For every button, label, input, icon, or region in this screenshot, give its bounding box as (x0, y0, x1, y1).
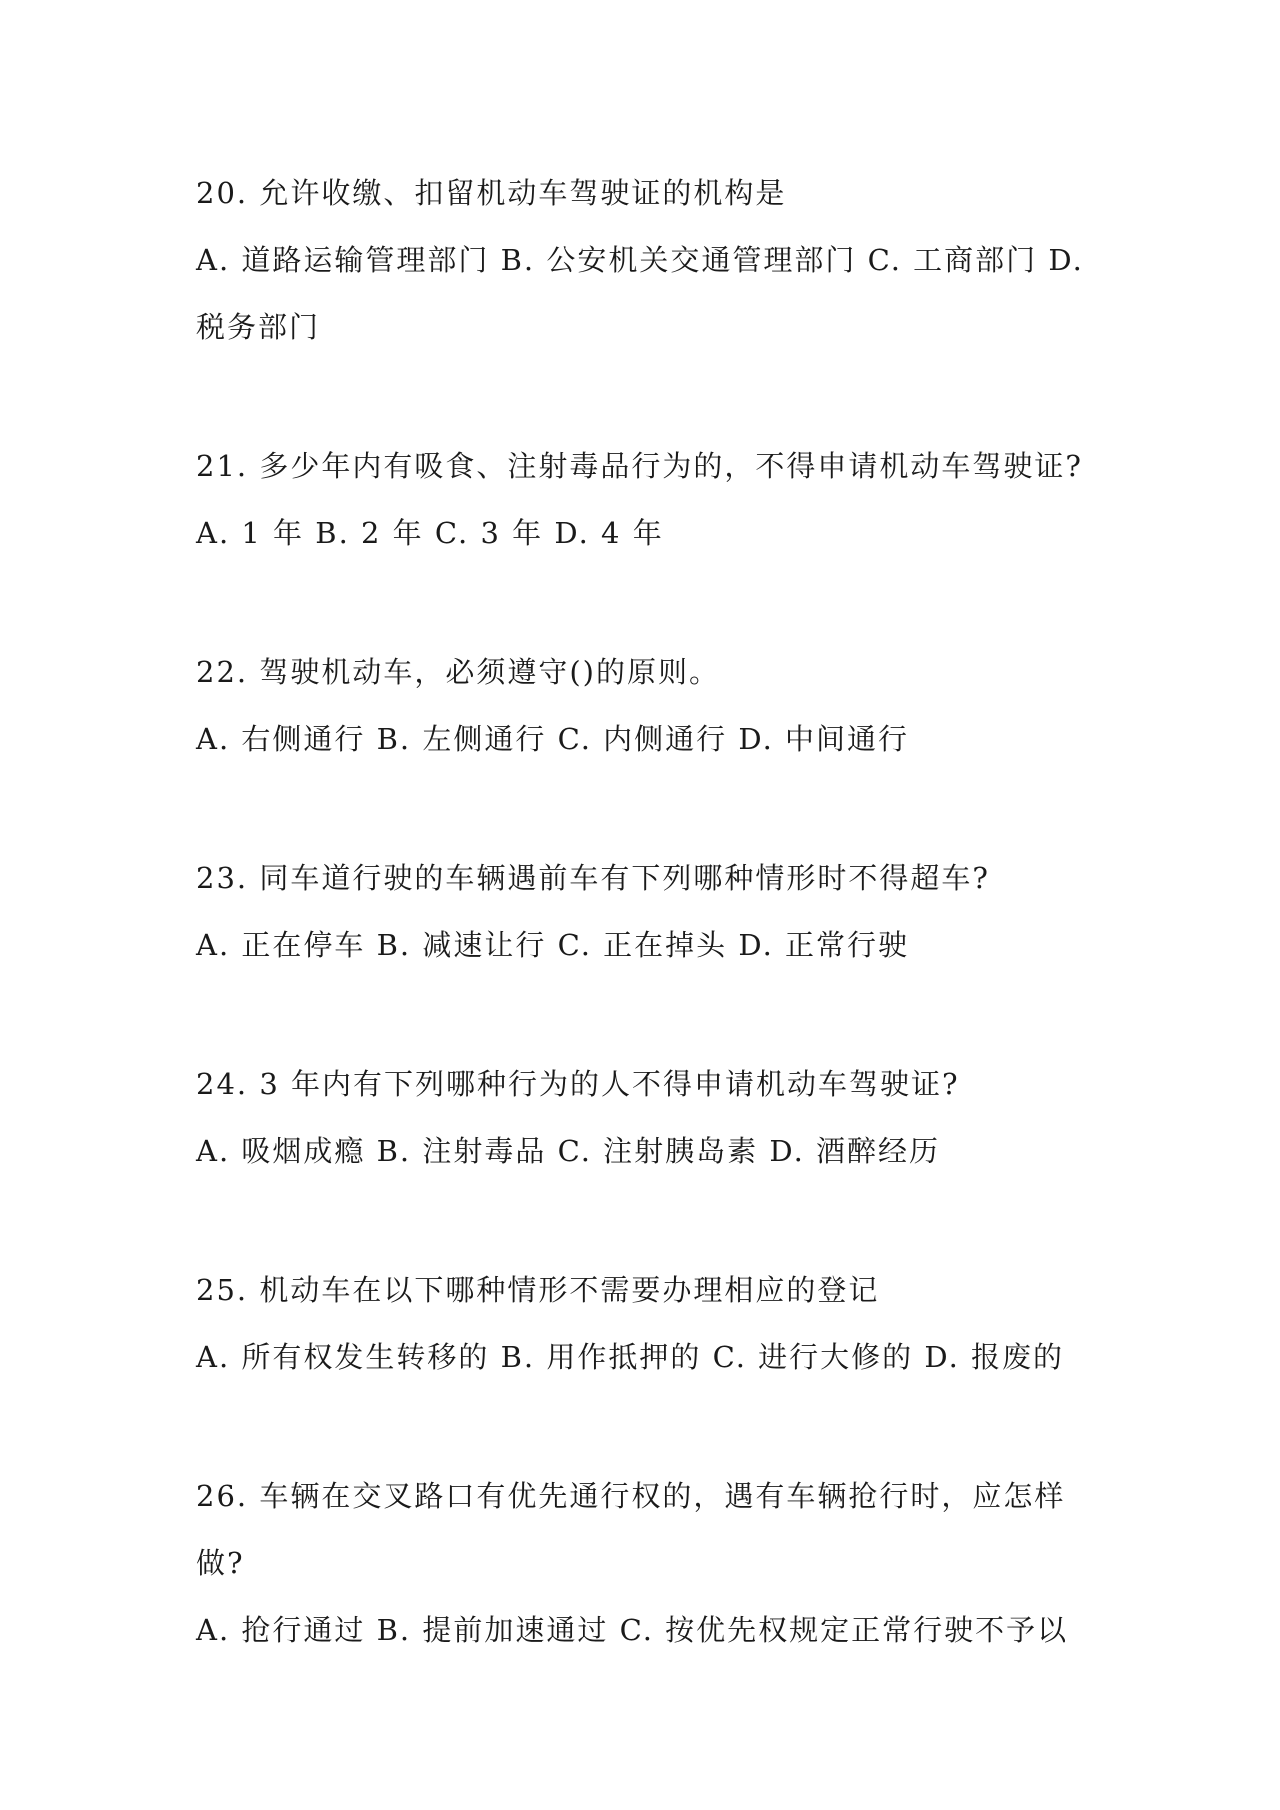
question-stem: 25. 机动车在以下哪种情形不需要办理相应的登记 (196, 1273, 880, 1307)
question-26 (196, 1463, 1096, 1664)
question-23 (196, 845, 1096, 979)
question-stem: 24. 3 年内有下列哪种行为的人不得申请机动车驾驶证? (196, 1067, 960, 1101)
question-options: A. 右侧通行 B. 左侧通行 C. 内侧通行 D. 中间通行 (196, 722, 910, 756)
question-options: A. 所有权发生转移的 B. 用作抵押的 C. 进行大修的 D. 报废的 (196, 1340, 1065, 1374)
question-options: A. 1 年 B. 2 年 C. 3 年 D. 4 年 (196, 516, 664, 550)
question-25 (196, 1257, 1096, 1391)
question-options: A. 道路运输管理部门 B. 公安机关交通管理部门 C. 工商部门 D. 税务部门 (196, 243, 1084, 344)
question-24 (196, 1051, 1096, 1185)
question-stem: 26. 车辆在交叉路口有优先通行权的，遇有车辆抢行时，应怎样做? (196, 1479, 1066, 1580)
document-page (196, 160, 1096, 1736)
question-stem: 21. 多少年内有吸食、注射毒品行为的，不得申请机动车驾驶证? (196, 449, 1083, 483)
question-22 (196, 639, 1096, 773)
question-stem: 23. 同车道行驶的车辆遇前车有下列哪种情形时不得超车? (196, 861, 990, 895)
question-options: A. 正在停车 B. 减速让行 C. 正在掉头 D. 正常行驶 (196, 928, 910, 962)
question-stem: 22. 驾驶机动车，必须遵守()的原则。 (196, 655, 720, 689)
question-stem: 20. 允许收缴、扣留机动车驾驶证的机构是 (196, 176, 787, 210)
question-20 (196, 160, 1096, 361)
question-options: A. 吸烟成瘾 B. 注射毒品 C. 注射胰岛素 D. 酒醉经历 (196, 1134, 941, 1168)
question-21 (196, 433, 1096, 567)
question-options: A. 抢行通过 B. 提前加速通过 C. 按优先权规定正常行驶不予以 (196, 1613, 1069, 1647)
